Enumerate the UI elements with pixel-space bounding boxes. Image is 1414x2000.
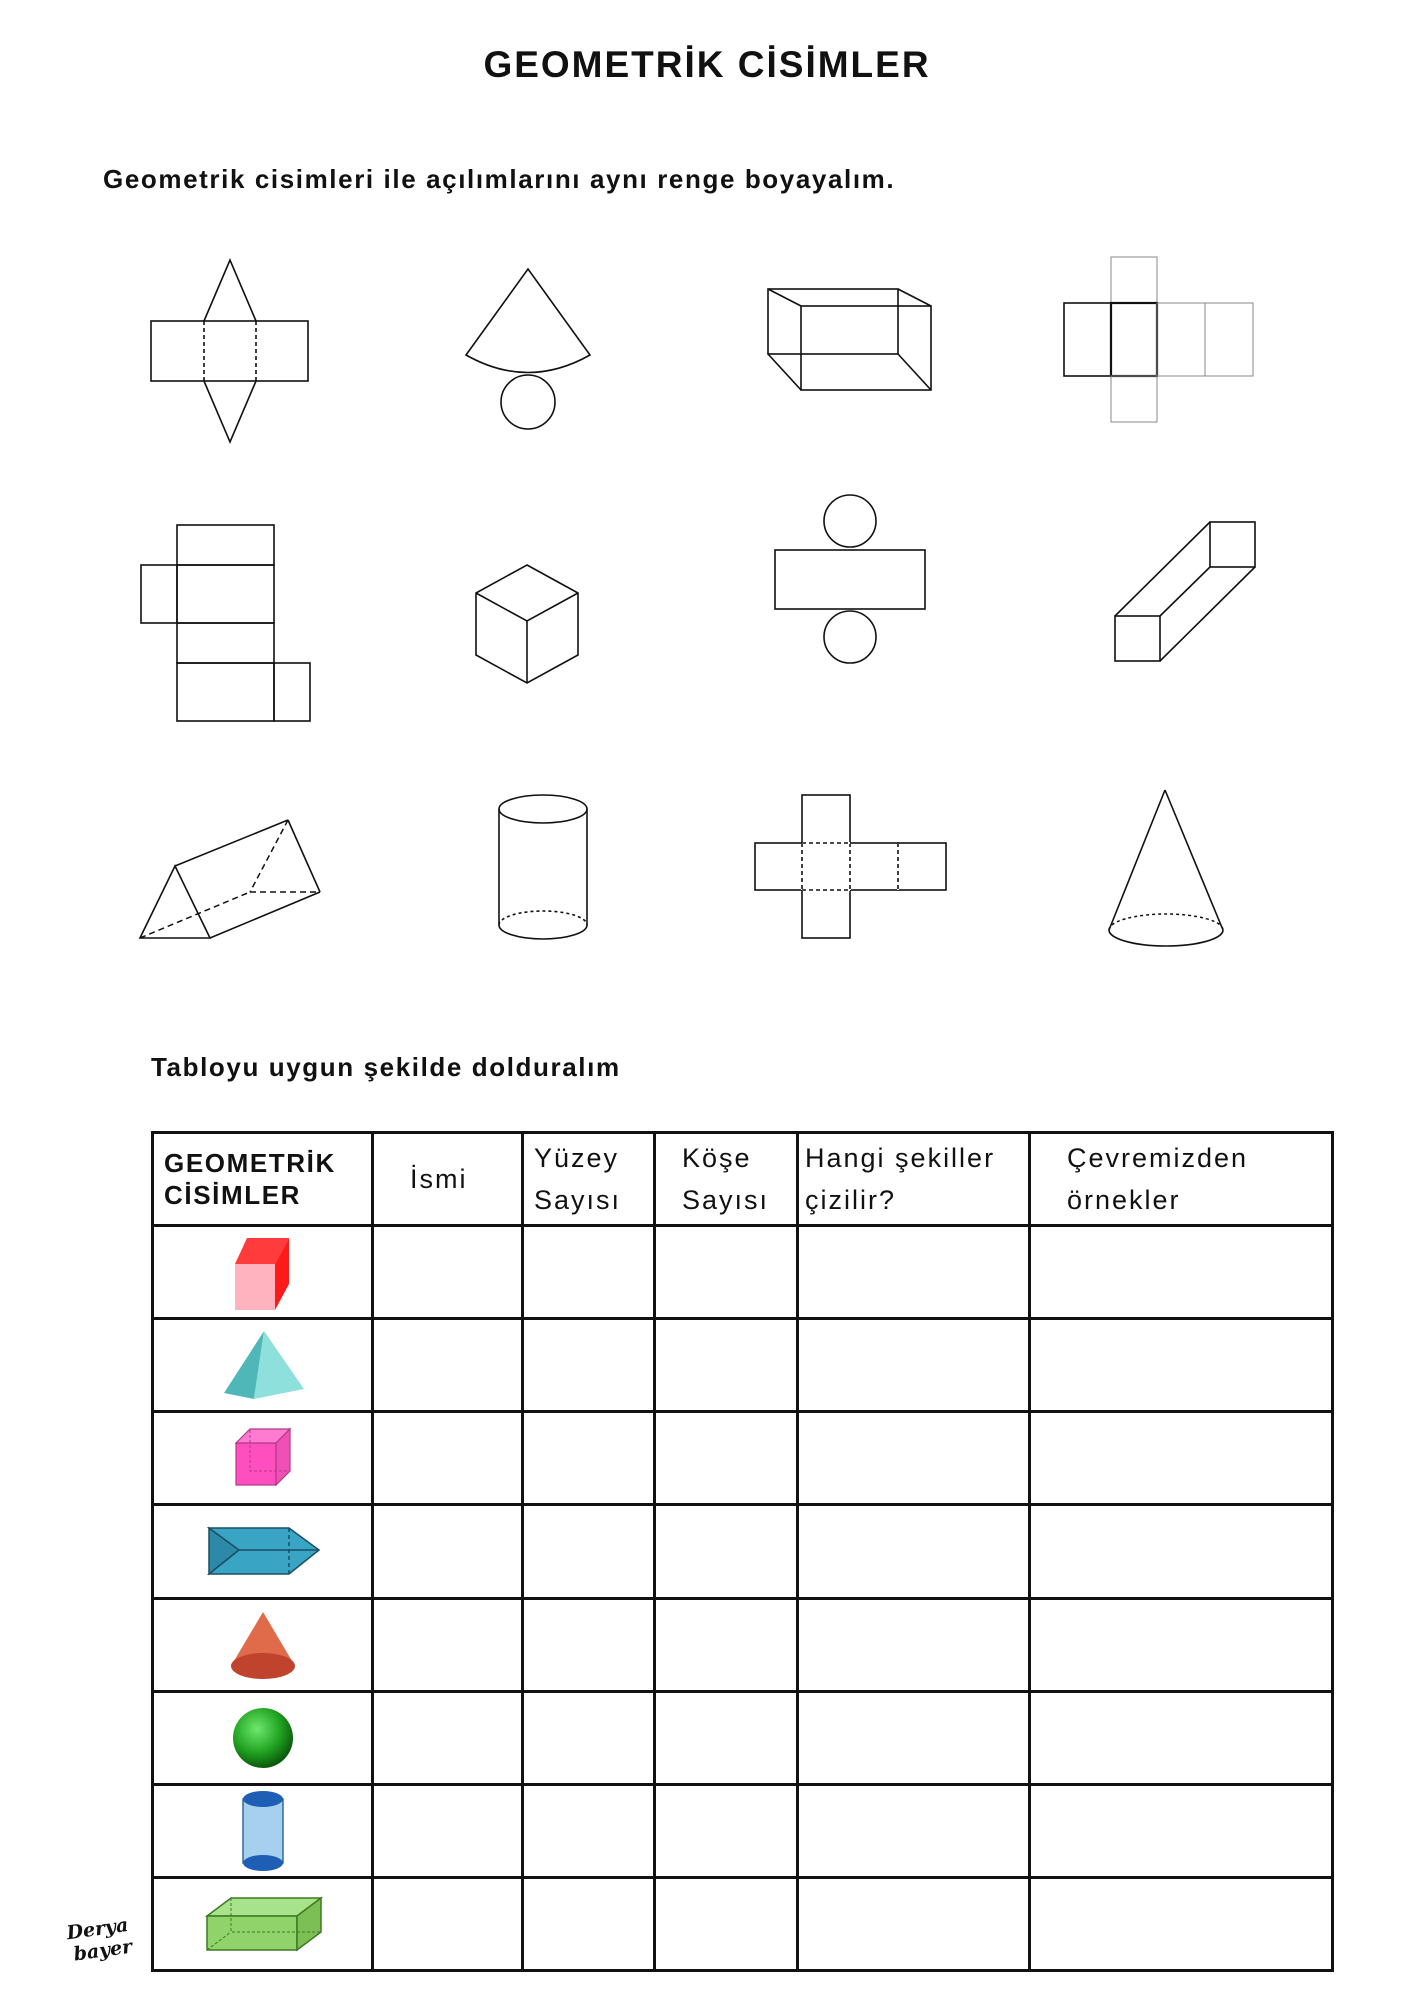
green-box-icon: [203, 1894, 323, 1954]
examples-cell[interactable]: [1030, 1784, 1333, 1877]
table-row: [153, 1505, 1333, 1598]
table-row: [153, 1877, 1333, 1970]
shapes-cell[interactable]: [798, 1412, 1030, 1505]
faces-cell[interactable]: [523, 1598, 655, 1691]
vertices-cell[interactable]: [655, 1412, 798, 1505]
vertices-cell[interactable]: [655, 1784, 798, 1877]
table-row: [153, 1412, 1333, 1505]
cylinder-outline: [499, 795, 587, 939]
table-row: [153, 1691, 1333, 1784]
shapes-cell[interactable]: [798, 1598, 1030, 1691]
cube-outline: [476, 565, 578, 683]
header-shapes-line-2: çizilir?: [805, 1185, 897, 1215]
cross-net: [755, 795, 946, 938]
faces-cell[interactable]: [523, 1691, 655, 1784]
instruction-table: Tabloyu uygun şekilde dolduralım: [151, 1052, 621, 1082]
cone-outline: [1109, 790, 1223, 946]
table-row: [153, 1784, 1333, 1877]
blue-pentagonal-prism-icon: [205, 1522, 321, 1580]
header-solids: [153, 1133, 373, 1226]
header-name-text: İsmi: [410, 1164, 468, 1194]
header-solids-line-1: GEOMETRİK: [164, 1148, 336, 1178]
header-solids-line-2: CİSİMLER: [164, 1180, 302, 1210]
solid-icon-cell: [153, 1505, 373, 1598]
table-row: [153, 1319, 1333, 1412]
header-shapes: [798, 1133, 1030, 1226]
solid-icon-cell: [153, 1598, 373, 1691]
name-cell[interactable]: [373, 1505, 523, 1598]
shapes-cell[interactable]: [798, 1691, 1030, 1784]
vertices-cell[interactable]: [655, 1877, 798, 1970]
examples-cell[interactable]: [1030, 1226, 1333, 1319]
examples-cell[interactable]: [1030, 1598, 1333, 1691]
shapes-cell[interactable]: [798, 1784, 1030, 1877]
signature-line-1: Derya: [65, 1913, 130, 1945]
author-signature: [65, 1914, 133, 1966]
header-name: [373, 1133, 523, 1226]
cone-net: [466, 269, 590, 429]
vertices-cell[interactable]: [655, 1226, 798, 1319]
vertices-cell[interactable]: [655, 1319, 798, 1412]
header-examples-line-2: örnekler: [1067, 1185, 1181, 1215]
cube-net: [1064, 257, 1253, 422]
header-examples: [1030, 1133, 1333, 1226]
solid-icon-cell: [153, 1784, 373, 1877]
name-cell[interactable]: [373, 1226, 523, 1319]
triangular-prism-outline: [140, 820, 320, 938]
faces-cell[interactable]: [523, 1412, 655, 1505]
vertices-cell[interactable]: [655, 1505, 798, 1598]
table-row: [153, 1226, 1333, 1319]
solid-icon-cell: [153, 1226, 373, 1319]
shapes-cell[interactable]: [798, 1505, 1030, 1598]
pink-cube-icon: [230, 1425, 296, 1491]
header-vertices: [655, 1133, 798, 1226]
shapes-cell[interactable]: [798, 1319, 1030, 1412]
name-cell[interactable]: [373, 1877, 523, 1970]
signature-line-2: bayer: [72, 1935, 134, 1966]
green-sphere-icon: [230, 1705, 296, 1771]
faces-cell[interactable]: [523, 1505, 655, 1598]
header-shapes-line-1: Hangi şekiller: [805, 1143, 996, 1173]
solids-table: [151, 1131, 1334, 1972]
long-prism-outline: [1115, 522, 1255, 661]
instruction-color: Geometrik cisimleri ile açılımlarını aynı renge boyayalım.: [103, 164, 896, 194]
examples-cell[interactable]: [1030, 1319, 1333, 1412]
examples-cell[interactable]: [1030, 1505, 1333, 1598]
table-header-row: [153, 1133, 1333, 1226]
header-vertices-line-2: Sayısı: [682, 1185, 770, 1215]
header-faces: [523, 1133, 655, 1226]
square-pyramid-net: [151, 260, 308, 442]
name-cell[interactable]: [373, 1319, 523, 1412]
rectangular-prism-net: [141, 525, 310, 721]
header-faces-line-1: Yüzey: [534, 1143, 620, 1173]
header-vertices-line-1: Köşe: [682, 1143, 752, 1173]
solid-icon-cell: [153, 1412, 373, 1505]
vertices-cell[interactable]: [655, 1691, 798, 1784]
solid-icon-cell: [153, 1877, 373, 1970]
blue-cylinder-icon: [238, 1788, 288, 1874]
name-cell[interactable]: [373, 1784, 523, 1877]
shapes-cell[interactable]: [798, 1877, 1030, 1970]
examples-cell[interactable]: [1030, 1877, 1333, 1970]
faces-cell[interactable]: [523, 1319, 655, 1412]
solid-icon-cell: [153, 1319, 373, 1412]
faces-cell[interactable]: [523, 1877, 655, 1970]
rectangular-prism-outline: [768, 289, 931, 390]
examples-cell[interactable]: [1030, 1412, 1333, 1505]
orange-cone-icon: [227, 1608, 299, 1682]
red-rectangular-prism-icon: [223, 1230, 303, 1314]
teal-pyramid-icon: [218, 1327, 308, 1403]
header-faces-line-2: Sayısı: [534, 1185, 622, 1215]
examples-cell[interactable]: [1030, 1691, 1333, 1784]
cylinder-net: [775, 495, 925, 663]
page-title: GEOMETRİK CİSİMLER: [483, 44, 931, 85]
shapes-cell[interactable]: [798, 1226, 1030, 1319]
solid-icon-cell: [153, 1691, 373, 1784]
header-examples-line-1: Çevremizden: [1067, 1143, 1249, 1173]
faces-cell[interactable]: [523, 1784, 655, 1877]
vertices-cell[interactable]: [655, 1598, 798, 1691]
name-cell[interactable]: [373, 1691, 523, 1784]
name-cell[interactable]: [373, 1412, 523, 1505]
table-row: [153, 1598, 1333, 1691]
name-cell[interactable]: [373, 1598, 523, 1691]
faces-cell[interactable]: [523, 1226, 655, 1319]
